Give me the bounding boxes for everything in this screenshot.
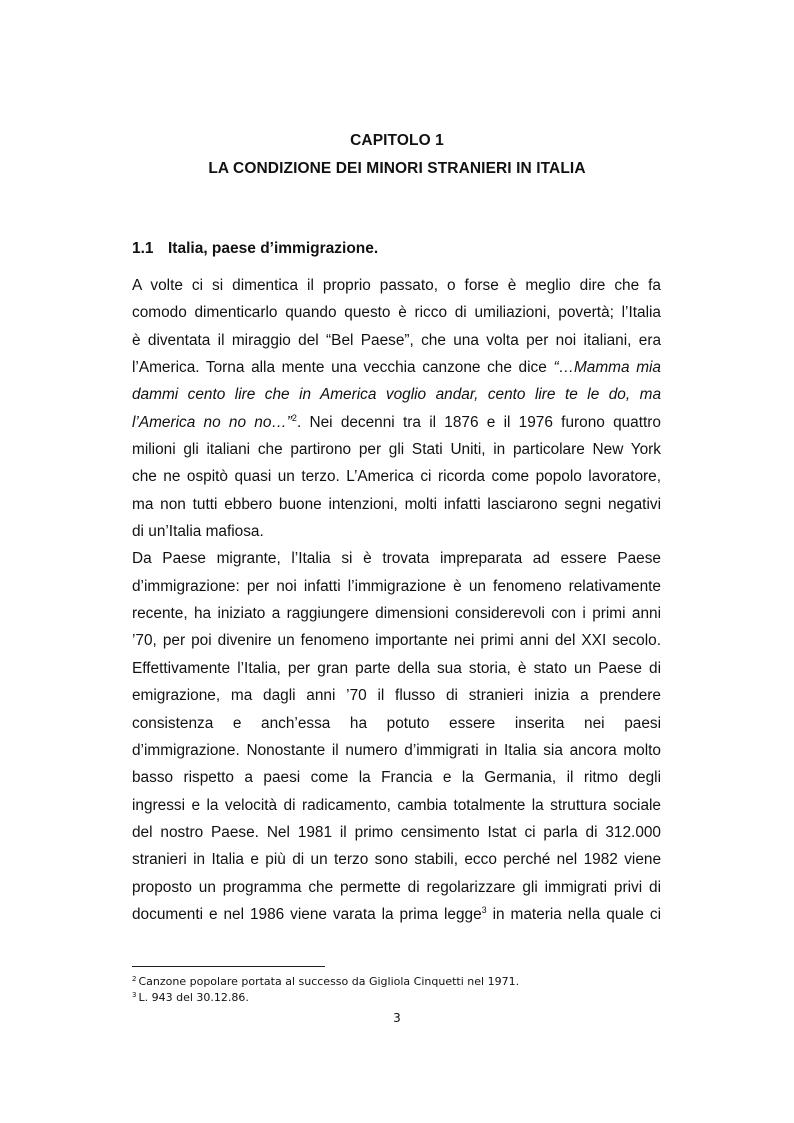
text-line: Effettivamente l’Italia, per gran parte della sua storia, è stato un Paese di xyxy=(132,659,661,677)
text-line xyxy=(132,901,661,928)
text-line: d’immigrazione: per noi infatti l’immigrazione è un fenomeno relativamente xyxy=(132,577,661,595)
song-quote: “…Mamma mia xyxy=(553,359,661,377)
chapter-label: CAPITOLO 1 xyxy=(350,132,444,149)
footnote-marker: 3 xyxy=(132,991,137,999)
text-line: consistenza e anch’essa ha potuto essere inserita nei paesi xyxy=(132,714,661,732)
text-line: d’immigrazione. Nonostante il numero d’immigrati in Italia sia ancora molto xyxy=(132,741,661,759)
text-line: ingressi e la velocità di radicamento, cambia totalmente la struttura sociale xyxy=(132,796,661,814)
text-line xyxy=(132,409,661,436)
page-number: 3 xyxy=(393,1011,401,1025)
text-line: comodo dimenticarlo quando questo è ricco di umiliazioni, povertà; l’Italia xyxy=(132,304,661,322)
text-line: stranieri in Italia e più di un terzo sono stabili, ecco perché nel 1982 viene xyxy=(132,851,661,869)
footnotes xyxy=(132,974,519,1006)
text-line: recente, ha iniziato a raggiungere dimensioni considerevoli con i primi anni xyxy=(132,605,661,623)
text-line: A volte ci si dimentica il proprio passato, o forse è meglio dire che fa xyxy=(132,277,661,294)
text-line xyxy=(132,381,661,408)
body-paragraphs xyxy=(132,272,661,928)
chapter-title: LA CONDIZIONE DEI MINORI STRANIERI IN ITALIA xyxy=(208,160,586,177)
text-line: di un’Italia mafiosa. xyxy=(132,523,264,541)
text-line xyxy=(132,354,661,381)
text-line: milioni gli italiani che partirono per gli Stati Uniti, in particolare New York xyxy=(132,441,661,459)
text-line: che ne ospitò quasi un terzo. L’America ci ricorda come popolo lavoratore, xyxy=(132,468,661,486)
text-line: Da Paese migrante, l’Italia si è trovata impreparata ad essere Paese xyxy=(132,550,661,568)
text-segment: . Nei decenni tra il 1876 e il 1976 furono quattro xyxy=(296,413,661,431)
section-heading xyxy=(132,240,378,258)
footnote xyxy=(132,974,519,990)
text-segment: in materia nella quale ci xyxy=(486,905,661,923)
text-line: è diventata il miraggio del “Bel Paese”, che una volta per noi italiani, era xyxy=(132,331,661,349)
footnote xyxy=(132,990,519,1006)
footnote-marker: 2 xyxy=(132,975,137,983)
section-title: Italia, paese d’immigrazione. xyxy=(168,240,379,257)
text-line: ’70, per poi divenire un fenomeno importante nei primi anni del XXI secolo. xyxy=(132,632,661,650)
text-line: ma non tutti ebbero buone intenzioni, molti infatti lasciarono segni negativi xyxy=(132,495,661,513)
song-quote: l’America no no no…” xyxy=(132,413,292,431)
text-line: basso rispetto a paesi come la Francia e la Germania, il ritmo degli xyxy=(132,769,661,787)
text-segment: l’America. Torna alla mente una vecchia canzone che dice xyxy=(132,359,554,377)
footnote-divider xyxy=(132,966,325,967)
song-quote: dammi cento lire che in America voglio andar, cento lire te le do, ma xyxy=(132,386,661,404)
text-segment: documenti e nel 1986 viene varata la prima legge xyxy=(132,905,482,923)
text-line: emigrazione, ma dagli anni ’70 il flusso di stranieri inizia a prendere xyxy=(132,687,661,705)
footnote-text: Canzone popolare portata al successo da Gigliola Cinquetti nel 1971. xyxy=(138,975,520,988)
footnote-ref[interactable]: 3 xyxy=(481,904,487,915)
footnote-text: L. 943 del 30.12.86. xyxy=(138,991,249,1004)
section-number: 1.1 xyxy=(132,240,154,257)
footnote-ref[interactable]: 2 xyxy=(291,412,297,423)
text-line: del nostro Paese. Nel 1981 il primo censimento Istat ci parla di 312.000 xyxy=(132,823,661,841)
text-line: proposto un programma che permette di regolarizzare gli immigrati privi di xyxy=(132,878,661,896)
